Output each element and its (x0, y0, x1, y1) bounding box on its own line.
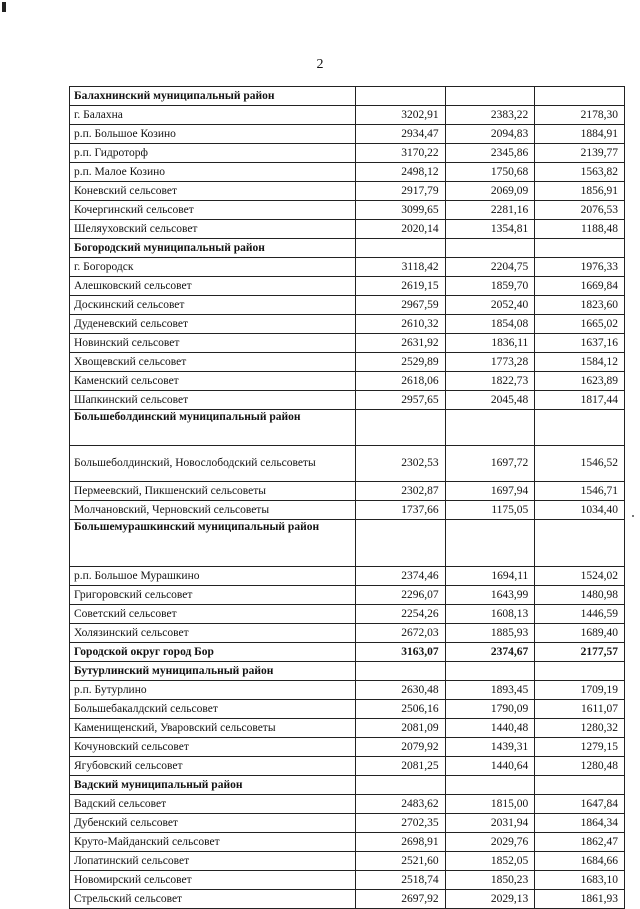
value-cell: 1440,48 (445, 719, 535, 738)
name-cell: Алешковский сельсовет (70, 277, 356, 296)
table-row (70, 605, 625, 624)
name-cell: Новинский сельсовет (70, 334, 356, 353)
name-cell: г. Богородск (70, 258, 356, 277)
value-cell: 1524,02 (535, 567, 625, 586)
value-cell: 1683,10 (535, 871, 625, 890)
value-cell: 2631,92 (355, 334, 445, 353)
value-cell: 1584,12 (535, 353, 625, 372)
value-cell: 2630,48 (355, 681, 445, 700)
name-cell: Большеболдинский, Новослободский сельсоветы (70, 446, 356, 482)
table-row (70, 567, 625, 586)
district-header-row (70, 410, 625, 446)
table-row (70, 482, 625, 501)
value-cell: 2967,59 (355, 296, 445, 315)
value-cell: 1737,66 (355, 501, 445, 520)
value-cell: 2296,07 (355, 586, 445, 605)
value-cell: 2521,60 (355, 852, 445, 871)
table-row (70, 446, 625, 482)
value-cell: 1684,66 (535, 852, 625, 871)
value-cell: 2957,65 (355, 391, 445, 410)
table-row (70, 757, 625, 776)
value-cell: 2506,16 (355, 700, 445, 719)
name-cell: Дубенский сельсовет (70, 814, 356, 833)
value-cell: 1669,84 (535, 277, 625, 296)
value-cell (445, 239, 535, 258)
scan-artifact-dot (632, 515, 634, 517)
value-cell: 2302,87 (355, 482, 445, 501)
value-cell: 2672,03 (355, 624, 445, 643)
name-cell: Лопатинский сельсовет (70, 852, 356, 871)
name-cell: р.п. Бутурлино (70, 681, 356, 700)
value-cell: 1861,93 (535, 890, 625, 909)
value-cell: 1188,48 (535, 220, 625, 239)
value-cell: 2483,62 (355, 795, 445, 814)
value-cell (355, 239, 445, 258)
value-cell: 2029,13 (445, 890, 535, 909)
name-cell: Шапкинский сельсовет (70, 391, 356, 410)
value-cell: 1823,60 (535, 296, 625, 315)
value-cell: 3170,22 (355, 144, 445, 163)
table-row (70, 681, 625, 700)
value-cell (535, 239, 625, 258)
table-row (70, 125, 625, 144)
scan-artifact-mark (2, 2, 6, 12)
name-cell: Новомирский сельсовет (70, 871, 356, 890)
table-row (70, 163, 625, 182)
district-header-row (70, 87, 625, 106)
value-cell: 1647,84 (535, 795, 625, 814)
table-row (70, 814, 625, 833)
value-cell: 1773,28 (445, 353, 535, 372)
name-cell: р.п. Большое Мурашкино (70, 567, 356, 586)
name-cell: Ягубовский сельсовет (70, 757, 356, 776)
value-cell: 1694,11 (445, 567, 535, 586)
value-cell: 1697,72 (445, 446, 535, 482)
value-cell (355, 776, 445, 795)
name-cell: р.п. Гидроторф (70, 144, 356, 163)
table-row (70, 833, 625, 852)
tariff-table (69, 86, 625, 909)
value-cell: 2917,79 (355, 182, 445, 201)
table-row (70, 296, 625, 315)
value-cell: 2529,89 (355, 353, 445, 372)
district-header-row (70, 643, 625, 662)
value-cell: 2178,30 (535, 106, 625, 125)
name-cell: Вадский сельсовет (70, 795, 356, 814)
name-cell: Большебакалдский сельсовет (70, 700, 356, 719)
value-cell: 2029,76 (445, 833, 535, 852)
table-row (70, 501, 625, 520)
name-cell: Советский сельсовет (70, 605, 356, 624)
value-cell: 1859,70 (445, 277, 535, 296)
value-cell (445, 776, 535, 795)
value-cell: 1280,48 (535, 757, 625, 776)
name-cell: Хвощевский сельсовет (70, 353, 356, 372)
value-cell: 2374,67 (445, 643, 535, 662)
value-cell: 1750,68 (445, 163, 535, 182)
name-cell: р.п. Малое Козино (70, 163, 356, 182)
name-cell: Большемурашкинский муниципальный район (70, 520, 356, 567)
value-cell: 2079,92 (355, 738, 445, 757)
value-cell: 1279,15 (535, 738, 625, 757)
table-row (70, 353, 625, 372)
value-cell: 2383,22 (445, 106, 535, 125)
value-cell: 2610,32 (355, 315, 445, 334)
value-cell: 1976,33 (535, 258, 625, 277)
value-cell: 1608,13 (445, 605, 535, 624)
value-cell: 1709,19 (535, 681, 625, 700)
value-cell (535, 776, 625, 795)
value-cell: 2934,47 (355, 125, 445, 144)
name-cell: Кочуновский сельсовет (70, 738, 356, 757)
value-cell: 2076,53 (535, 201, 625, 220)
value-cell (355, 520, 445, 567)
table-row (70, 586, 625, 605)
name-cell: г. Балахна (70, 106, 356, 125)
value-cell: 2031,94 (445, 814, 535, 833)
name-cell: Круто-Майданский сельсовет (70, 833, 356, 852)
value-cell: 2518,74 (355, 871, 445, 890)
value-cell: 1665,02 (535, 315, 625, 334)
value-cell: 2618,06 (355, 372, 445, 391)
value-cell (535, 662, 625, 681)
value-cell: 2254,26 (355, 605, 445, 624)
value-cell: 2698,91 (355, 833, 445, 852)
name-cell: Молчановский, Черновский сельсоветы (70, 501, 356, 520)
value-cell: 3118,42 (355, 258, 445, 277)
value-cell: 1439,31 (445, 738, 535, 757)
table-row (70, 871, 625, 890)
value-cell: 2069,09 (445, 182, 535, 201)
tariff-table-body (70, 87, 625, 909)
name-cell: Бутурлинский муниципальный район (70, 662, 356, 681)
district-header-row (70, 776, 625, 795)
value-cell: 1689,40 (535, 624, 625, 643)
name-cell: Доскинский сельсовет (70, 296, 356, 315)
table-row (70, 258, 625, 277)
value-cell: 1790,09 (445, 700, 535, 719)
value-cell: 1884,91 (535, 125, 625, 144)
value-cell: 3163,07 (355, 643, 445, 662)
name-cell: Большеболдинский муниципальный район (70, 410, 356, 446)
name-cell: Пермеевский, Пикшенский сельсоветы (70, 482, 356, 501)
value-cell: 2177,57 (535, 643, 625, 662)
value-cell: 1637,16 (535, 334, 625, 353)
value-cell: 2702,35 (355, 814, 445, 833)
value-cell: 2081,25 (355, 757, 445, 776)
value-cell: 2374,46 (355, 567, 445, 586)
value-cell: 1856,91 (535, 182, 625, 201)
value-cell (355, 410, 445, 446)
value-cell: 1822,73 (445, 372, 535, 391)
page-number: 2 (316, 57, 324, 72)
value-cell: 2697,92 (355, 890, 445, 909)
value-cell (355, 662, 445, 681)
district-header-row (70, 520, 625, 567)
value-cell: 2345,86 (445, 144, 535, 163)
name-cell: Балахнинский муниципальный район (70, 87, 356, 106)
name-cell: Шеляуховский сельсовет (70, 220, 356, 239)
name-cell: Стрельский сельсовет (70, 890, 356, 909)
name-cell: Каменищенский, Уваровский сельсоветы (70, 719, 356, 738)
name-cell: Каменский сельсовет (70, 372, 356, 391)
table-row (70, 372, 625, 391)
value-cell (355, 87, 445, 106)
value-cell (445, 87, 535, 106)
name-cell: Кочергинский сельсовет (70, 201, 356, 220)
name-cell: Дуденевский сельсовет (70, 315, 356, 334)
value-cell: 1563,82 (535, 163, 625, 182)
name-cell: Вадский муниципальный район (70, 776, 356, 795)
table-row (70, 315, 625, 334)
table-row (70, 277, 625, 296)
value-cell (535, 520, 625, 567)
district-header-row (70, 662, 625, 681)
value-cell: 1623,89 (535, 372, 625, 391)
value-cell (535, 87, 625, 106)
value-cell (535, 410, 625, 446)
table-row (70, 201, 625, 220)
name-cell: Холязинский сельсовет (70, 624, 356, 643)
table-row (70, 334, 625, 353)
name-cell: Богородский муниципальный район (70, 239, 356, 258)
value-cell: 1175,05 (445, 501, 535, 520)
value-cell (445, 410, 535, 446)
district-header-row (70, 239, 625, 258)
value-cell: 2498,12 (355, 163, 445, 182)
value-cell: 2045,48 (445, 391, 535, 410)
value-cell (445, 662, 535, 681)
value-cell (445, 520, 535, 567)
value-cell: 2281,16 (445, 201, 535, 220)
value-cell: 1446,59 (535, 605, 625, 624)
table-row (70, 220, 625, 239)
name-cell: Городской округ город Бор (70, 643, 356, 662)
value-cell: 1546,52 (535, 446, 625, 482)
value-cell: 1850,23 (445, 871, 535, 890)
table-row (70, 700, 625, 719)
value-cell: 1885,93 (445, 624, 535, 643)
table-row (70, 852, 625, 871)
value-cell: 2094,83 (445, 125, 535, 144)
value-cell: 1817,44 (535, 391, 625, 410)
value-cell: 1034,40 (535, 501, 625, 520)
value-cell: 2020,14 (355, 220, 445, 239)
value-cell: 1862,47 (535, 833, 625, 852)
value-cell: 1280,32 (535, 719, 625, 738)
table-row (70, 144, 625, 163)
value-cell: 1815,00 (445, 795, 535, 814)
value-cell: 1852,05 (445, 852, 535, 871)
value-cell: 1643,99 (445, 586, 535, 605)
name-cell: р.п. Большое Козино (70, 125, 356, 144)
name-cell: Григоровский сельсовет (70, 586, 356, 605)
table-row (70, 182, 625, 201)
table-row (70, 738, 625, 757)
table-row (70, 890, 625, 909)
value-cell: 2204,75 (445, 258, 535, 277)
value-cell: 2302,53 (355, 446, 445, 482)
value-cell: 2081,09 (355, 719, 445, 738)
name-cell: Коневский сельсовет (70, 182, 356, 201)
value-cell: 1893,45 (445, 681, 535, 700)
table-row (70, 795, 625, 814)
value-cell: 1697,94 (445, 482, 535, 501)
value-cell: 1864,34 (535, 814, 625, 833)
value-cell: 1480,98 (535, 586, 625, 605)
value-cell: 3099,65 (355, 201, 445, 220)
table-row (70, 391, 625, 410)
value-cell: 2052,40 (445, 296, 535, 315)
value-cell: 2139,77 (535, 144, 625, 163)
value-cell: 3202,91 (355, 106, 445, 125)
value-cell: 2619,15 (355, 277, 445, 296)
value-cell: 1836,11 (445, 334, 535, 353)
table-row (70, 106, 625, 125)
value-cell: 1354,81 (445, 220, 535, 239)
table-row (70, 719, 625, 738)
value-cell: 1546,71 (535, 482, 625, 501)
value-cell: 1854,08 (445, 315, 535, 334)
table-row (70, 624, 625, 643)
value-cell: 1440,64 (445, 757, 535, 776)
value-cell: 1611,07 (535, 700, 625, 719)
